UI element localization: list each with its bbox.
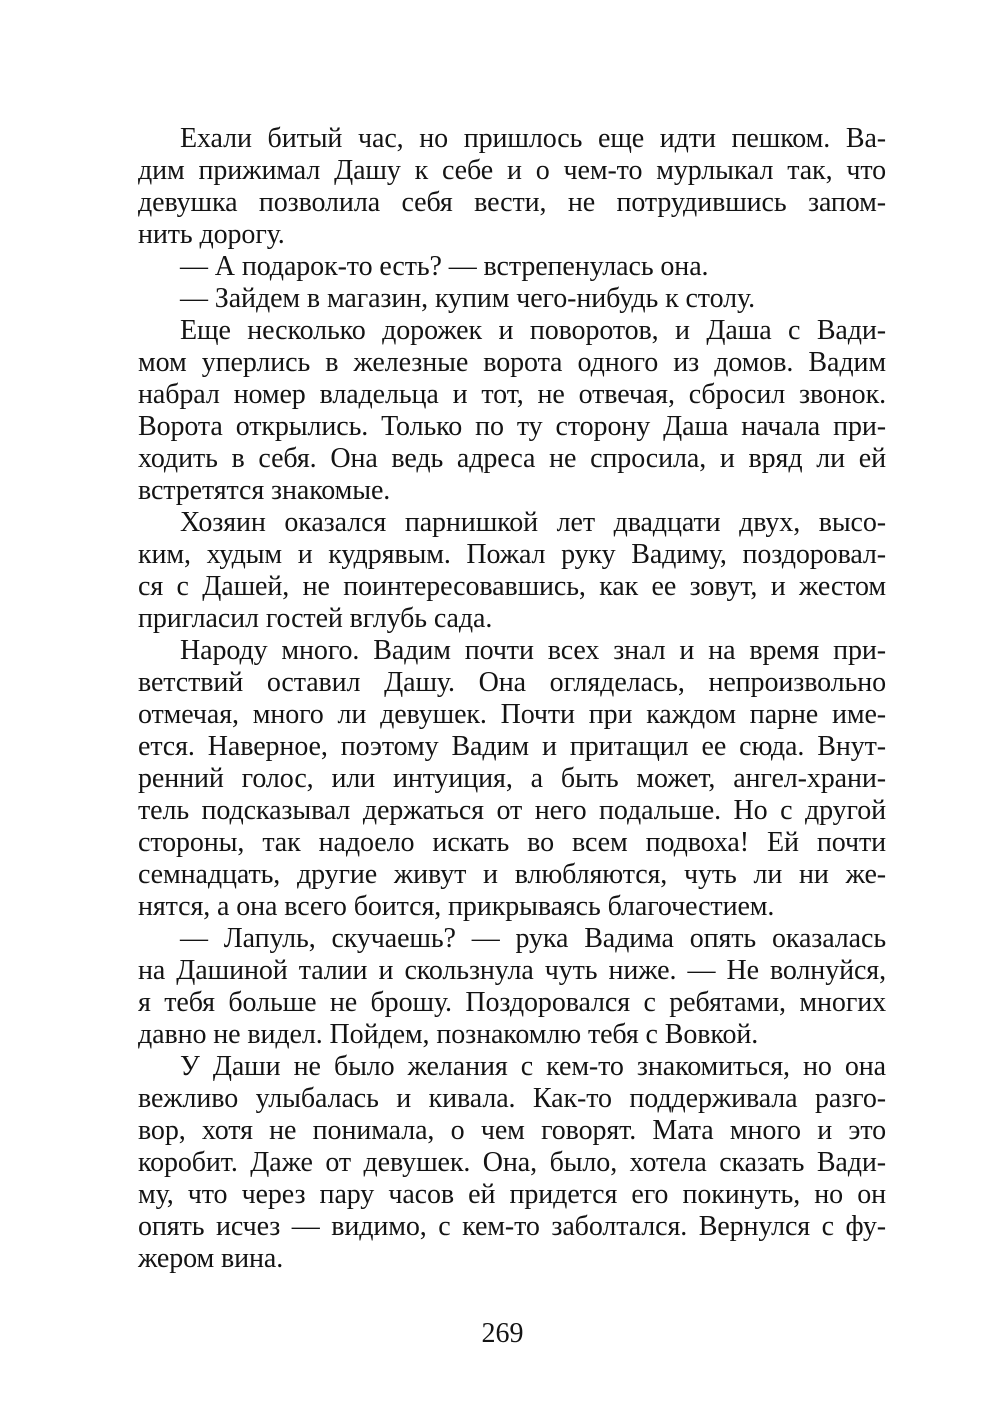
text-line: вежливо улыбалась и кивала. Как-то поддерживала разго- — [138, 1083, 886, 1114]
text-line: девушка позволила себя вести, не потрудившись запом- — [138, 187, 886, 218]
text-line: жером вина. — [138, 1243, 284, 1274]
text-line: опять исчез — видимо, с кем-то заболтался. Вернулся с фу- — [138, 1211, 886, 1242]
paragraph — [138, 251, 886, 283]
text-line: набрал номер владельца и тот, не отвечая, сбросил звонок. — [138, 379, 886, 410]
text-line: нятся, а она всего боится, прикрываясь благочестием. — [138, 891, 775, 922]
text-line: вор, хотя не понимала, о чем говорят. Мата много и это — [138, 1115, 886, 1146]
text-line: му, что через пару часов ей придется его покинуть, но он — [138, 1179, 886, 1210]
text-line: стороны, так надоело искать во всем подвоха! Ей почти — [138, 827, 886, 858]
text-line: нить дорогу. — [138, 219, 285, 250]
paragraph — [138, 1051, 886, 1275]
paragraph — [138, 283, 886, 315]
text-line: коробит. Даже от девушек. Она, было, хотела сказать Вади- — [138, 1147, 886, 1178]
text-line: Народу много. Вадим почти всех знал и на время при- — [180, 635, 886, 666]
text-body — [138, 123, 886, 1275]
paragraph — [138, 123, 886, 251]
paragraph — [138, 315, 886, 507]
paragraph — [138, 507, 886, 635]
text-line: на Дашиной талии и скользнула чуть ниже. — Не волнуйся, — [138, 955, 886, 986]
text-line: У Даши не было желания с кем-то знакомиться, но она — [180, 1051, 886, 1082]
text-line: давно не видел. Пойдем, познакомлю тебя с Вовкой. — [138, 1019, 759, 1050]
text-line: отмечая, много ли девушек. Почти при каждом парне име- — [138, 699, 886, 730]
text-line: дим прижимал Дашу к себе и о чем-то мурлыкал так, что — [138, 155, 886, 186]
text-line: ся с Дашей, не поинтересовавшись, как ее зовут, и жестом — [138, 571, 886, 602]
text-line: Хозяин оказался парнишкой лет двадцати двух, высо- — [180, 507, 886, 538]
text-line: ветствий оставил Дашу. Она огляделась, непроизвольно — [138, 667, 886, 698]
paragraph — [138, 635, 886, 923]
text-line: ренний голос, или интуиция, а быть может, ангел-храни- — [138, 763, 886, 794]
text-line: тель подсказывал держаться от него подальше. Но с другой — [138, 795, 886, 826]
text-line: — Лапуль, скучаешь? — рука Вадима опять оказалась — [180, 923, 886, 954]
text-line: ется. Наверное, поэтому Вадим и притащил ее сюда. Внут- — [138, 731, 886, 762]
text-line: семнадцать, другие живут и влюбляются, чуть ли ни же- — [138, 859, 886, 890]
text-line: — А подарок-то есть? — встрепенулась она. — [180, 251, 709, 282]
text-line: ходить в себя. Она ведь адреса не спросила, и вряд ли ей — [138, 443, 886, 474]
text-line: ким, худым и кудрявым. Пожал руку Вадиму, поздоровал- — [138, 539, 886, 570]
page-number: 269 — [481, 1318, 524, 1349]
text-line: встретятся знакомые. — [138, 475, 391, 506]
text-line: — Зайдем в магазин, купим чего-нибудь к столу. — [180, 283, 755, 314]
text-line: я тебя больше не брошу. Поздоровался с ребятами, многих — [138, 987, 886, 1018]
text-line: пригласил гостей вглубь сада. — [138, 603, 493, 634]
text-line: Еще несколько дорожек и поворотов, и Даша с Вади- — [180, 315, 886, 346]
text-line: мом уперлись в железные ворота одного из домов. Вадим — [138, 347, 886, 378]
text-line: Ехали битый час, но пришлось еще идти пешком. Ва- — [180, 123, 886, 154]
paragraph — [138, 923, 886, 1051]
text-line: Ворота открылись. Только по ту сторону Даша начала при- — [138, 411, 886, 442]
